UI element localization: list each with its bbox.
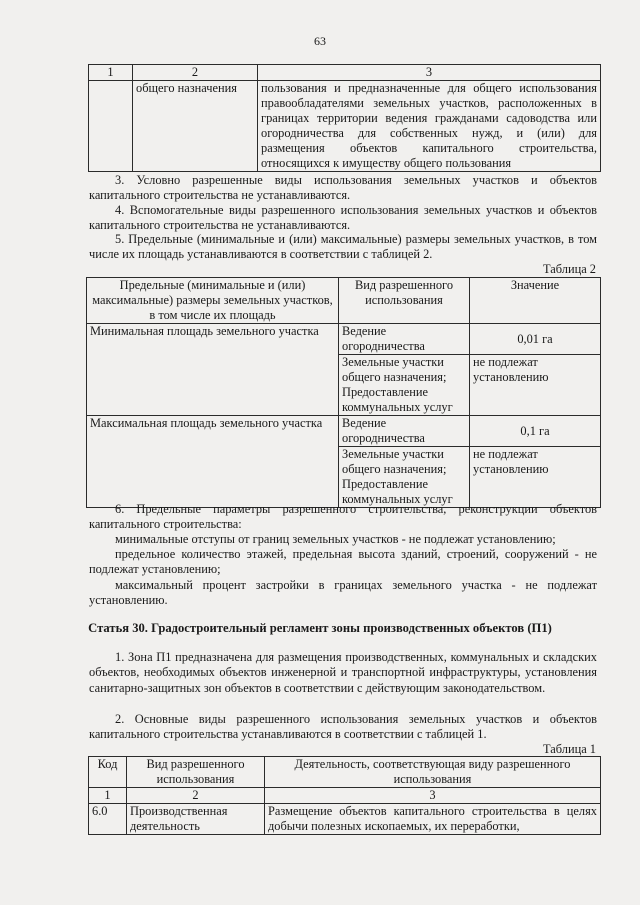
value-cell: не подлежат установлению bbox=[470, 447, 601, 508]
col-number-2: 2 bbox=[133, 65, 258, 81]
article-heading: Статья 30. Градостроительный регламент зоны производственных объектов (П1) bbox=[88, 621, 552, 635]
table-header-row bbox=[89, 65, 601, 81]
article-paragraph-2: 2. Основные виды разрешенного использования земельных участков и объектов капитального строительства устанавливаются в соответствии с таблицей 1. bbox=[89, 712, 597, 742]
list-item-coverage: максимальный процент застройки в границах земельного участка - не подлежат установлению. bbox=[89, 578, 597, 608]
list-item-floors: предельное количество этажей, предельная высота зданий, строений, сооружений - не подлежат установлению; bbox=[89, 547, 597, 577]
use-cell: Земельные участки общего назначения; Предоставление коммунальных услуг bbox=[339, 355, 470, 416]
table-header-row bbox=[87, 278, 601, 324]
table-2-caption: Таблица 2 bbox=[543, 262, 596, 276]
article-paragraph-1: 1. Зона П1 предназначена для размещения производственных, коммунальных и складских объектов, необходимых объектов инженерной и транспортной инфраструктуры, установления санитарно-защитных зон объектов в соответствии с действующим законодательством. bbox=[89, 650, 597, 695]
table-2 bbox=[86, 277, 601, 508]
use-cell: Ведение огородничества bbox=[339, 324, 470, 355]
use-cell: Ведение огородничества bbox=[339, 416, 470, 447]
header-activity: Деятельность, соответствующая виду разрешенного использования bbox=[265, 757, 601, 788]
paragraph-5: 5. Предельные (минимальные и (или) максимальные) размеры земельных участков, в том числе их площадь устанавливаются в соответствии с таблицей 2. bbox=[89, 232, 597, 262]
col-number-3: 3 bbox=[265, 788, 601, 804]
table-row bbox=[89, 81, 601, 172]
use-name-cell: общего назначения bbox=[133, 81, 258, 172]
param-cell: Минимальная площадь земельного участка bbox=[87, 324, 339, 416]
paragraph-3: 3. Условно разрешенные виды использования земельных участков и объектов капитального строительства не устанавливаются. bbox=[89, 173, 597, 203]
table-1-caption: Таблица 1 bbox=[543, 742, 596, 756]
header-use: Вид разрешенного использования bbox=[127, 757, 265, 788]
activity-cell: Размещение объектов капитального строительства в целях добычи полезных ископаемых, их переработки, bbox=[265, 804, 601, 835]
table-row bbox=[87, 324, 601, 355]
header-code: Код bbox=[89, 757, 127, 788]
list-item-setbacks: минимальные отступы от границ земельных участков - не подлежат установлению; bbox=[115, 532, 556, 546]
page-number: 63 bbox=[314, 34, 326, 48]
header-value: Значение bbox=[470, 278, 601, 324]
table-number-row bbox=[89, 788, 601, 804]
col-number-3: 3 bbox=[258, 65, 601, 81]
use-name-cell: Производственная деятельность bbox=[127, 804, 265, 835]
header-param: Предельные (минимальные и (или) максимальные) размеры земельных участков, в том числе их площадь bbox=[87, 278, 339, 324]
use-cell: Земельные участки общего назначения; Предоставление коммунальных услуг bbox=[339, 447, 470, 508]
table-row bbox=[89, 804, 601, 835]
param-cell: Максимальная площадь земельного участка bbox=[87, 416, 339, 508]
col-number-1: 1 bbox=[89, 788, 127, 804]
table-row bbox=[87, 416, 601, 447]
use-description-cell: пользования и предназначенные для общего использования правообладателями земельных участков, расположенных в границах территории ведения гражданами садоводства или огородничества для собственных нужд, и (или) для размещения объектов капитального строительства, относящихся к имуществу общего пользования bbox=[258, 81, 601, 172]
table-header-row bbox=[89, 757, 601, 788]
table-1 bbox=[88, 756, 601, 835]
header-use: Вид разрешенного использования bbox=[339, 278, 470, 324]
paragraph-6: 6. Предельные параметры разрешенного строительства, реконструкции объектов капитального строительства: bbox=[89, 502, 597, 532]
code-cell: 6.0 bbox=[89, 804, 127, 835]
table-continuation bbox=[88, 64, 601, 172]
paragraph-4: 4. Вспомогательные виды разрешенного использования земельных участков и объектов капитального строительства не устанавливаются. bbox=[89, 203, 597, 233]
col-number-2: 2 bbox=[127, 788, 265, 804]
value-cell: 0,01 га bbox=[470, 324, 601, 355]
value-cell: 0,1 га bbox=[470, 416, 601, 447]
value-cell: не подлежат установлению bbox=[470, 355, 601, 416]
code-cell bbox=[89, 81, 133, 172]
col-number-1: 1 bbox=[89, 65, 133, 81]
